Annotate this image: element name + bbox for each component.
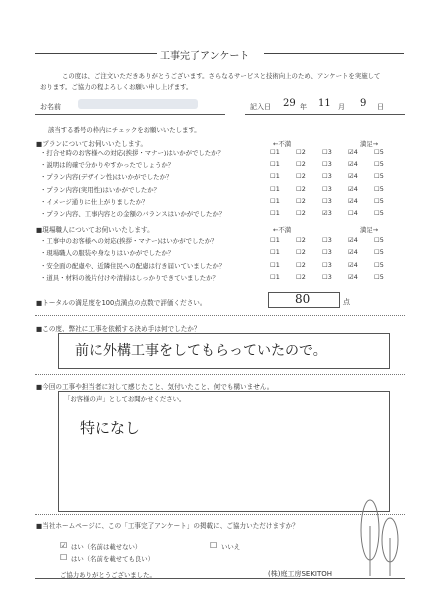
rating-number: 1	[275, 236, 280, 244]
empty-box-icon: ☐	[270, 248, 276, 257]
rating-scale	[270, 248, 410, 256]
checked-box-icon: ☑	[348, 160, 354, 169]
rating-option-1[interactable]	[270, 248, 294, 256]
rating-option-4[interactable]	[348, 209, 372, 217]
rating-number: 1	[275, 172, 280, 181]
rating-scale	[270, 261, 410, 269]
question-text: ・工事中のお客様への対応(挨拶・マナー)はいかがでしたか？	[40, 237, 218, 245]
rating-option-2[interactable]	[296, 197, 320, 205]
title-rule-left	[35, 53, 157, 54]
total-question: ■トータルの満足度を100点満点の点数で評価ください。	[36, 299, 207, 307]
intro-line-2: おります。ご協力の程よろしくお願い申し上げます。	[40, 83, 193, 91]
empty-box-icon: ☐	[270, 160, 276, 169]
rating-option-4[interactable]	[348, 160, 372, 168]
rating-number: 3	[327, 184, 332, 193]
rating-scale	[270, 197, 410, 205]
rating-option-2[interactable]	[296, 172, 320, 180]
rating-option-3[interactable]	[322, 273, 346, 281]
homepage-option-2-label: はい（名前を載せても良い）	[71, 555, 155, 563]
voice-answer-box[interactable]	[58, 391, 390, 512]
rating-number: 1	[275, 273, 280, 282]
rating-number: 1	[275, 160, 280, 169]
rating-option-5[interactable]	[374, 273, 398, 281]
rating-number: 2	[301, 160, 306, 169]
name-underline	[35, 114, 225, 115]
rating-number: 4	[353, 148, 358, 156]
rating-scale	[270, 209, 410, 217]
rating-number: 5	[379, 172, 384, 181]
empty-box-icon: ☐	[270, 273, 276, 282]
rating-option-2[interactable]	[296, 209, 320, 217]
rating-option-4[interactable]	[348, 197, 372, 205]
empty-box-icon: ☐	[374, 248, 380, 257]
rating-option-4[interactable]	[348, 273, 372, 281]
rating-option-2[interactable]	[296, 185, 320, 193]
checked-box-icon: ☑	[348, 273, 354, 282]
staff-scale-low: ←不満	[273, 226, 292, 234]
name-redacted	[78, 99, 198, 109]
rating-scale	[270, 148, 410, 156]
empty-box-icon: ☐	[374, 273, 380, 282]
rating-option-5[interactable]	[374, 197, 398, 205]
date-day-unit: 日	[377, 103, 384, 111]
empty-box-icon: ☐	[296, 260, 302, 269]
rating-number: 5	[379, 236, 384, 244]
rating-number: 2	[301, 273, 306, 282]
rating-number: 5	[379, 148, 384, 156]
checked-box-icon: ☑	[348, 236, 354, 244]
rating-number: 3	[327, 209, 332, 217]
date-year-unit: 年	[300, 103, 307, 111]
rating-option-1[interactable]	[270, 185, 294, 193]
question-text: ・安全面の配慮や、近隣住民への配慮は行き届いていましたか？	[40, 261, 226, 270]
rating-scale	[270, 160, 410, 168]
rating-option-5[interactable]	[374, 185, 398, 193]
date-month: 11	[318, 98, 331, 109]
rating-number: 4	[353, 248, 358, 257]
instruction-text: 該当する番号の枠内にチェックをお願いいたします。	[48, 126, 201, 134]
rating-option-1[interactable]	[270, 148, 294, 156]
empty-box-icon: ☐	[374, 236, 380, 244]
footer-company: (株)庭工房SEKITOH	[268, 570, 333, 578]
rating-option-4[interactable]	[348, 185, 372, 193]
checked-box-icon: ☑	[348, 196, 354, 205]
empty-box-icon: ☐	[322, 172, 328, 181]
rating-number: 4	[353, 160, 358, 169]
empty-box-icon: ☐	[374, 260, 380, 269]
rating-number: 2	[301, 172, 306, 181]
rating-option-4[interactable]	[348, 172, 372, 180]
title-rule-right	[264, 53, 404, 54]
rating-number: 3	[327, 248, 332, 257]
rating-option-3[interactable]	[322, 261, 346, 269]
empty-box-icon: ☐	[322, 196, 328, 205]
rating-option-5[interactable]	[374, 261, 398, 269]
rating-option-4[interactable]	[348, 236, 372, 244]
name-label: お名前	[40, 103, 61, 111]
question-text: ・プラン内容(実用性)はいかがでしたか？	[40, 185, 161, 194]
rating-number: 2	[301, 260, 306, 269]
page-title: 工事完了アンケート	[160, 51, 250, 62]
rating-number: 2	[301, 184, 306, 193]
rating-number: 2	[301, 209, 306, 217]
rating-option-2[interactable]	[296, 273, 320, 281]
rating-number: 5	[379, 248, 384, 257]
rating-number: 3	[327, 196, 332, 205]
empty-box-icon: ☐	[374, 172, 380, 181]
date-label: 記入日	[250, 103, 271, 111]
empty-box-icon: ☐	[322, 236, 328, 244]
empty-box-icon: ☐	[296, 273, 302, 282]
rating-option-5[interactable]	[374, 148, 398, 156]
rating-number: 4	[353, 184, 358, 193]
empty-box-icon: ☐	[296, 196, 302, 205]
rating-option-3[interactable]	[322, 248, 346, 256]
rating-number: 5	[379, 273, 384, 282]
rating-option-1[interactable]	[270, 261, 294, 269]
empty-box-icon: ☐	[374, 209, 380, 217]
rating-option-4[interactable]	[348, 148, 372, 156]
rating-number: 5	[379, 160, 384, 169]
rating-number: 4	[353, 236, 358, 244]
question-text: ・現場職人の服装や身なりはいかがでしたか？	[40, 249, 175, 258]
rating-option-3[interactable]	[322, 185, 346, 193]
rating-scale	[270, 236, 410, 244]
rating-number: 4	[353, 273, 358, 282]
rating-option-3[interactable]	[322, 172, 346, 180]
rating-number: 3	[327, 148, 332, 156]
rating-option-2[interactable]	[296, 261, 320, 269]
empty-box-icon: ☐	[296, 209, 302, 217]
rating-option-3[interactable]	[322, 148, 346, 156]
homepage-option-3-label: いいえ	[221, 543, 241, 551]
rating-number: 1	[275, 196, 280, 205]
empty-box-icon: ☐	[270, 209, 276, 217]
rating-option-2[interactable]	[296, 236, 320, 244]
empty-box-icon: ☐	[296, 148, 302, 156]
homepage-option-1-label: はい（名前は載せない）	[71, 543, 142, 551]
empty-box-icon: ☐	[296, 172, 302, 181]
empty-box-icon: ☐	[270, 184, 276, 193]
homepage-option-1-check[interactable]: ☑	[60, 541, 68, 550]
rating-number: 1	[275, 209, 280, 217]
date-month-unit: 月	[338, 103, 345, 111]
total-score-unit: 点	[343, 298, 350, 306]
divider-2	[35, 374, 405, 375]
rating-scale	[270, 273, 410, 281]
question-text: ・道具・材料の後片付けや清掃はしっかりできていましたか？	[40, 274, 219, 283]
empty-box-icon: ☐	[322, 248, 328, 257]
empty-box-icon: ☐	[270, 236, 276, 244]
empty-box-icon: ☐	[322, 148, 328, 156]
rating-option-1[interactable]	[270, 197, 294, 205]
date-underline	[245, 114, 405, 115]
question-text: ・打合せ時のお客様への対応(挨拶・マナー)はいかがでしたか？	[40, 149, 224, 157]
date-day: 9	[360, 98, 367, 109]
rating-number: 3	[327, 236, 332, 244]
rating-number: 2	[301, 148, 306, 156]
rating-option-2[interactable]	[296, 148, 320, 156]
rating-number: 2	[301, 248, 306, 257]
rating-scale	[270, 172, 410, 180]
question-text: ・プラン内容(デザイン性)はいかがでしたか？	[40, 173, 173, 182]
question-text: ・説明は的確で分かりやすかったでしょうか？	[40, 161, 175, 170]
empty-box-icon: ☐	[270, 172, 276, 181]
empty-box-icon: ☐	[296, 248, 302, 257]
empty-box-icon: ☐	[322, 273, 328, 282]
divider-1	[35, 315, 405, 316]
rating-number: 1	[275, 260, 280, 269]
rating-number: 1	[275, 148, 280, 156]
date-year: 29	[283, 98, 296, 109]
empty-box-icon: ☐	[270, 196, 276, 205]
rating-option-5[interactable]	[374, 172, 398, 180]
empty-box-icon: ☐	[322, 260, 328, 269]
checked-box-icon: ☑	[348, 260, 354, 269]
question-text: ・プラン内容、工事内容との金額のバランスはいかがでしたか？	[40, 210, 226, 218]
empty-box-icon: ☐	[322, 184, 328, 193]
tree-illustration	[348, 496, 408, 580]
rating-option-3[interactable]	[322, 197, 346, 205]
checked-box-icon: ☑	[348, 184, 354, 193]
plan-scale-high: 満足→	[360, 140, 379, 148]
question-text: ・イメージ通りに仕上がりましたか？	[40, 197, 149, 206]
rating-number: 4	[353, 260, 358, 269]
rating-option-2[interactable]	[296, 248, 320, 256]
rating-number: 5	[379, 184, 384, 193]
rating-option-1[interactable]	[270, 172, 294, 180]
empty-box-icon: ☐	[296, 184, 302, 193]
empty-box-icon: ☐	[374, 184, 380, 193]
empty-box-icon: ☐	[374, 196, 380, 205]
checked-box-icon: ☑	[348, 248, 354, 257]
empty-box-icon: ☐	[296, 236, 302, 244]
reason-answer: 前に外構工事をしてもらっていたので。	[75, 343, 327, 359]
empty-box-icon: ☐	[374, 148, 380, 156]
rating-number: 3	[327, 273, 332, 282]
rating-number: 2	[301, 236, 306, 244]
homepage-option-2-check[interactable]: ☐	[60, 553, 68, 562]
rating-number: 5	[379, 196, 384, 205]
homepage-question: ■当社ホームページに、この「工事完了アンケート」の掲載に、ご協力いただけますか？	[36, 522, 299, 530]
staff-heading: ■現場職人についてお伺いいたします。	[36, 226, 154, 234]
rating-option-5[interactable]	[374, 209, 398, 217]
rating-number: 5	[379, 260, 384, 269]
rating-number: 3	[327, 260, 332, 269]
rating-option-5[interactable]	[374, 236, 398, 244]
empty-box-icon: ☐	[270, 148, 276, 156]
rating-option-1[interactable]	[270, 236, 294, 244]
rating-number: 4	[353, 196, 358, 205]
plan-heading: ■プランについてお伺いいたします。	[36, 140, 148, 148]
rating-option-5[interactable]	[374, 248, 398, 256]
footer-thanks: ご協力ありがとうございました。	[60, 571, 156, 579]
rating-option-3[interactable]	[322, 160, 346, 168]
rating-option-5[interactable]	[374, 160, 398, 168]
rating-scale	[270, 185, 410, 193]
rating-number: 2	[301, 196, 306, 205]
rating-option-4[interactable]	[348, 248, 372, 256]
rating-option-2[interactable]	[296, 160, 320, 168]
rating-number: 3	[327, 172, 332, 181]
rating-number: 1	[275, 248, 280, 257]
rating-number: 4	[353, 172, 358, 181]
voice-answer: 特になし	[80, 419, 141, 437]
checked-box-icon: ☑	[348, 172, 354, 181]
voice-question: ■今回の工事や担当者に対して感じたこと、気付いたこと、何でも構いません。	[36, 383, 274, 391]
staff-scale-high: 満足→	[360, 226, 379, 234]
plan-scale-low: ←不満	[273, 140, 292, 148]
empty-box-icon: ☐	[270, 260, 276, 269]
rating-option-1[interactable]	[270, 209, 294, 217]
rating-number: 1	[275, 184, 280, 193]
voice-box-title: 「お客様の声」としてお聞かせください。	[64, 395, 186, 403]
checked-box-icon: ☑	[348, 148, 354, 156]
rating-option-3[interactable]	[322, 209, 346, 217]
empty-box-icon: ☐	[374, 160, 380, 169]
checked-box-icon: ☑	[322, 209, 328, 217]
rating-option-1[interactable]	[270, 160, 294, 168]
rating-option-1[interactable]	[270, 273, 294, 281]
rating-number: 5	[379, 209, 384, 217]
rating-option-3[interactable]	[322, 236, 346, 244]
rating-number: 4	[353, 209, 358, 217]
empty-box-icon: ☐	[322, 160, 328, 169]
total-score-value: 80	[295, 292, 311, 306]
intro-line-1: この度は、ご注文いただきありがとうございます。さらなるサービスと技術向上のため、アンケートを実施して	[62, 72, 381, 80]
rating-number: 3	[327, 160, 332, 169]
rating-option-4[interactable]	[348, 261, 372, 269]
empty-box-icon: ☐	[296, 160, 302, 169]
reason-question: ■この度、弊社に工事を依頼する決め手は何でしたか？	[36, 325, 201, 333]
empty-box-icon: ☐	[348, 209, 354, 217]
homepage-option-3-check[interactable]: ☐	[210, 541, 218, 550]
